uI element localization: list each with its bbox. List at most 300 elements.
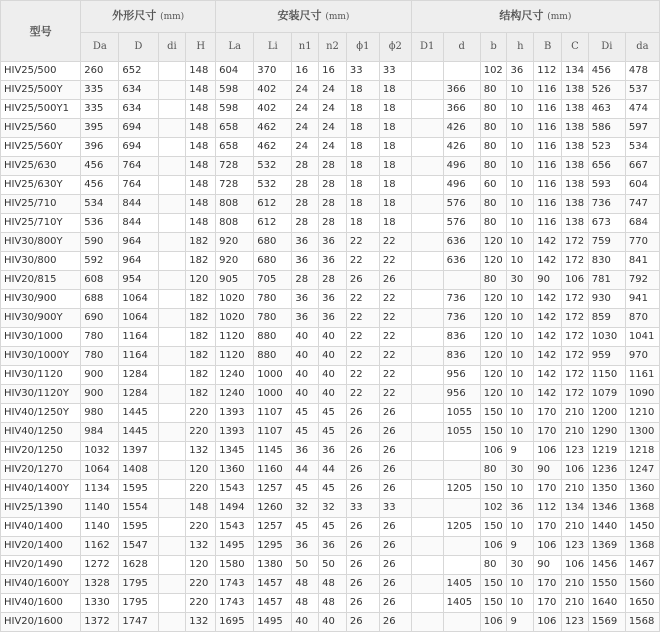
table-cell: 900 xyxy=(81,385,119,404)
table-cell xyxy=(411,461,443,480)
table-cell: 1569 xyxy=(588,613,625,632)
table-row xyxy=(1,613,660,632)
table-cell: 736 xyxy=(588,195,625,214)
table-cell: 830 xyxy=(588,252,625,271)
group-label: 安装尺寸 xyxy=(277,9,322,22)
table-cell: 780 xyxy=(254,290,292,309)
table-cell: 26 xyxy=(346,575,379,594)
table-row xyxy=(1,461,660,480)
table-cell xyxy=(158,290,186,309)
table-cell: 1145 xyxy=(254,442,292,461)
table-cell: 10 xyxy=(507,404,534,423)
model-cell: HIV40/1250 xyxy=(1,423,81,442)
table-cell: 148 xyxy=(186,138,216,157)
table-row xyxy=(1,252,660,271)
table-cell: 26 xyxy=(379,537,411,556)
table-cell xyxy=(158,613,186,632)
table-cell: 48 xyxy=(292,594,319,613)
table-cell: 36 xyxy=(319,537,347,556)
table-cell xyxy=(158,404,186,423)
table-cell: 80 xyxy=(480,119,507,138)
table-cell: 210 xyxy=(562,594,589,613)
table-cell: 138 xyxy=(562,100,589,119)
table-cell: 22 xyxy=(379,328,411,347)
table-cell: 1032 xyxy=(81,442,119,461)
table-cell xyxy=(411,594,443,613)
table-cell: 534 xyxy=(625,138,659,157)
table-cell: 1284 xyxy=(119,385,158,404)
table-cell: 478 xyxy=(625,62,659,81)
model-cell: HIV30/1000Y xyxy=(1,347,81,366)
table-cell: 30 xyxy=(507,461,534,480)
table-row xyxy=(1,214,660,233)
table-cell: 150 xyxy=(480,423,507,442)
table-cell: 112 xyxy=(534,62,562,81)
column-header: D xyxy=(119,33,158,62)
table-cell: 462 xyxy=(254,138,292,157)
table-cell xyxy=(158,100,186,119)
table-cell: 1000 xyxy=(254,385,292,404)
table-cell: 335 xyxy=(81,81,119,100)
table-cell: 474 xyxy=(625,100,659,119)
table-cell: 120 xyxy=(480,347,507,366)
table-cell: 456 xyxy=(81,157,119,176)
table-cell: 28 xyxy=(319,214,347,233)
table-cell xyxy=(158,119,186,138)
table-cell xyxy=(411,366,443,385)
table-cell: 172 xyxy=(562,290,589,309)
table-cell: 16 xyxy=(292,62,319,81)
table-cell xyxy=(411,328,443,347)
table-cell xyxy=(411,309,443,328)
model-cell: HIV40/1400Y xyxy=(1,480,81,499)
table-cell: 26 xyxy=(379,594,411,613)
table-cell: 9 xyxy=(507,442,534,461)
table-cell: 26 xyxy=(346,461,379,480)
table-cell: 808 xyxy=(216,195,254,214)
table-cell: 370 xyxy=(254,62,292,81)
table-cell: 1440 xyxy=(588,518,625,537)
table-cell: 80 xyxy=(480,81,507,100)
table-cell: 402 xyxy=(254,81,292,100)
table-cell: 102 xyxy=(480,499,507,518)
table-cell: 170 xyxy=(534,594,562,613)
table-cell: 36 xyxy=(319,309,347,328)
table-cell: 1330 xyxy=(81,594,119,613)
table-cell: 1210 xyxy=(625,404,659,423)
table-cell: 656 xyxy=(588,157,625,176)
table-cell: 32 xyxy=(319,499,347,518)
table-cell: 48 xyxy=(292,575,319,594)
table-cell: 26 xyxy=(346,556,379,575)
table-cell: 1284 xyxy=(119,366,158,385)
table-cell: 598 xyxy=(216,100,254,119)
table-cell: 106 xyxy=(480,613,507,632)
table-cell: 18 xyxy=(379,195,411,214)
table-cell: 24 xyxy=(319,81,347,100)
table-cell: 33 xyxy=(379,499,411,518)
table-cell: 150 xyxy=(480,480,507,499)
column-header: h xyxy=(507,33,534,62)
table-cell: 1543 xyxy=(216,480,254,499)
table-cell xyxy=(411,423,443,442)
table-cell: 612 xyxy=(254,214,292,233)
table-cell: 106 xyxy=(480,537,507,556)
table-cell: 728 xyxy=(216,176,254,195)
table-cell: 26 xyxy=(379,575,411,594)
table-cell: 172 xyxy=(562,309,589,328)
table-cell: 40 xyxy=(319,347,347,366)
table-cell: 45 xyxy=(319,404,347,423)
table-cell: 142 xyxy=(534,233,562,252)
table-cell: 770 xyxy=(625,233,659,252)
header-group-row xyxy=(1,1,660,33)
table-cell: 48 xyxy=(319,594,347,613)
table-cell: 18 xyxy=(379,119,411,138)
table-cell: 120 xyxy=(186,556,216,575)
table-cell: 1495 xyxy=(216,537,254,556)
table-cell: 172 xyxy=(562,366,589,385)
table-cell: 463 xyxy=(588,100,625,119)
table-cell: 1695 xyxy=(216,613,254,632)
table-cell: 1120 xyxy=(216,328,254,347)
table-row xyxy=(1,271,660,290)
table-cell xyxy=(411,271,443,290)
table-cell: 36 xyxy=(292,252,319,271)
table-cell xyxy=(443,499,480,518)
table-cell: 1257 xyxy=(254,518,292,537)
table-cell: 1064 xyxy=(119,290,158,309)
table-cell: 220 xyxy=(186,575,216,594)
table-cell: 24 xyxy=(292,138,319,157)
table-cell: 45 xyxy=(319,518,347,537)
table-cell: 10 xyxy=(507,138,534,157)
table-cell: 781 xyxy=(588,271,625,290)
table-cell xyxy=(158,480,186,499)
table-cell: 1240 xyxy=(216,366,254,385)
table-row xyxy=(1,575,660,594)
table-cell: 880 xyxy=(254,347,292,366)
table-cell xyxy=(411,214,443,233)
table-cell: 132 xyxy=(186,537,216,556)
table-cell: 1162 xyxy=(81,537,119,556)
table-cell xyxy=(158,328,186,347)
table-cell: 10 xyxy=(507,252,534,271)
table-cell: 532 xyxy=(254,176,292,195)
table-cell: 18 xyxy=(346,100,379,119)
table-cell: 24 xyxy=(319,138,347,157)
table-cell: 24 xyxy=(319,119,347,138)
table-cell: 18 xyxy=(346,176,379,195)
table-cell: 148 xyxy=(186,214,216,233)
table-cell xyxy=(158,499,186,518)
table-cell: 1380 xyxy=(254,556,292,575)
table-cell: 148 xyxy=(186,195,216,214)
table-cell: 920 xyxy=(216,233,254,252)
model-cell: HIV40/1250Y xyxy=(1,404,81,423)
table-cell: 537 xyxy=(625,81,659,100)
table-cell xyxy=(411,252,443,271)
table-cell: 170 xyxy=(534,423,562,442)
table-cell xyxy=(411,290,443,309)
table-cell: 182 xyxy=(186,366,216,385)
table-cell xyxy=(411,556,443,575)
table-cell: 50 xyxy=(292,556,319,575)
table-cell: 26 xyxy=(346,537,379,556)
table-cell: 586 xyxy=(588,119,625,138)
table-cell: 120 xyxy=(186,271,216,290)
group-label: 结构尺寸 xyxy=(499,9,544,22)
table-cell xyxy=(158,442,186,461)
table-row xyxy=(1,62,660,81)
table-cell: 210 xyxy=(562,404,589,423)
table-cell: 138 xyxy=(562,119,589,138)
table-cell: 24 xyxy=(319,100,347,119)
table-cell: 36 xyxy=(292,442,319,461)
table-cell: 1300 xyxy=(625,423,659,442)
table-cell: 18 xyxy=(346,81,379,100)
table-cell: 462 xyxy=(254,119,292,138)
table-cell: 36 xyxy=(319,233,347,252)
table-cell: 532 xyxy=(254,157,292,176)
table-cell: 45 xyxy=(292,480,319,499)
table-cell: 22 xyxy=(346,366,379,385)
model-cell: HIV20/1490 xyxy=(1,556,81,575)
table-cell: 170 xyxy=(534,404,562,423)
table-cell: 116 xyxy=(534,157,562,176)
table-cell: 590 xyxy=(81,233,119,252)
table-cell: 964 xyxy=(119,252,158,271)
table-cell: 33 xyxy=(379,62,411,81)
table-cell: 841 xyxy=(625,252,659,271)
table-cell: 859 xyxy=(588,309,625,328)
table-cell: 138 xyxy=(562,81,589,100)
column-header: n2 xyxy=(319,33,347,62)
table-cell: 10 xyxy=(507,100,534,119)
table-cell: 138 xyxy=(562,195,589,214)
table-cell: 597 xyxy=(625,119,659,138)
table-cell: 836 xyxy=(443,347,480,366)
table-cell: 1368 xyxy=(625,499,659,518)
table-cell: 150 xyxy=(480,518,507,537)
table-cell: 220 xyxy=(186,404,216,423)
table-cell: 10 xyxy=(507,176,534,195)
table-cell: 792 xyxy=(625,271,659,290)
table-cell: 138 xyxy=(562,214,589,233)
table-cell: 636 xyxy=(443,233,480,252)
model-cell: HIV30/900 xyxy=(1,290,81,309)
table-cell: 1650 xyxy=(625,594,659,613)
table-cell: 1360 xyxy=(625,480,659,499)
table-cell: 28 xyxy=(292,214,319,233)
table-cell: 142 xyxy=(534,290,562,309)
table-cell: 688 xyxy=(81,290,119,309)
table-cell: 1450 xyxy=(625,518,659,537)
table-cell: 22 xyxy=(346,233,379,252)
table-cell: 1795 xyxy=(119,575,158,594)
table-cell: 1218 xyxy=(625,442,659,461)
model-column-header: 型号 xyxy=(1,1,81,62)
table-cell xyxy=(158,157,186,176)
table-cell: 116 xyxy=(534,176,562,195)
table-cell xyxy=(411,518,443,537)
table-cell: 426 xyxy=(443,138,480,157)
table-cell xyxy=(158,537,186,556)
table-cell: 1368 xyxy=(625,537,659,556)
model-cell: HIV25/560Y xyxy=(1,138,81,157)
table-cell xyxy=(443,461,480,480)
table-cell: 142 xyxy=(534,347,562,366)
model-cell: HIV30/800 xyxy=(1,252,81,271)
group-header-outline xyxy=(81,1,216,33)
table-cell: 150 xyxy=(480,594,507,613)
model-cell: HIV25/630Y xyxy=(1,176,81,195)
table-cell: 120 xyxy=(480,385,507,404)
table-cell xyxy=(158,309,186,328)
table-cell: 22 xyxy=(379,347,411,366)
table-cell: 1079 xyxy=(588,385,625,404)
table-row xyxy=(1,480,660,499)
table-cell: 220 xyxy=(186,594,216,613)
model-cell: HIV25/1390 xyxy=(1,499,81,518)
table-cell: 764 xyxy=(119,157,158,176)
table-cell: 80 xyxy=(480,100,507,119)
table-cell: 870 xyxy=(625,309,659,328)
table-cell: 50 xyxy=(319,556,347,575)
table-cell: 220 xyxy=(186,518,216,537)
table-cell: 1219 xyxy=(588,442,625,461)
table-cell: 1640 xyxy=(588,594,625,613)
table-cell: 1290 xyxy=(588,423,625,442)
table-row xyxy=(1,176,660,195)
table-cell: 148 xyxy=(186,62,216,81)
table-cell: 36 xyxy=(319,442,347,461)
table-cell: 36 xyxy=(319,290,347,309)
table-cell: 608 xyxy=(81,271,119,290)
table-cell: 170 xyxy=(534,480,562,499)
table-cell: 680 xyxy=(254,233,292,252)
table-cell: 210 xyxy=(562,575,589,594)
table-cell: 90 xyxy=(534,556,562,575)
table-cell: 1543 xyxy=(216,518,254,537)
table-cell: 954 xyxy=(119,271,158,290)
table-cell: 172 xyxy=(562,233,589,252)
table-cell: 120 xyxy=(480,233,507,252)
table-cell: 26 xyxy=(346,594,379,613)
table-cell: 1397 xyxy=(119,442,158,461)
table-cell: 123 xyxy=(562,613,589,632)
column-header: D1 xyxy=(411,33,443,62)
table-cell xyxy=(411,613,443,632)
table-cell: 18 xyxy=(379,81,411,100)
table-cell: 10 xyxy=(507,575,534,594)
table-cell: 396 xyxy=(81,138,119,157)
table-cell xyxy=(411,176,443,195)
model-cell: HIV30/900Y xyxy=(1,309,81,328)
column-header: di xyxy=(158,33,186,62)
table-cell: 652 xyxy=(119,62,158,81)
table-cell: 142 xyxy=(534,385,562,404)
table-cell: 598 xyxy=(216,81,254,100)
table-cell: 1445 xyxy=(119,404,158,423)
table-row xyxy=(1,499,660,518)
table-cell: 182 xyxy=(186,347,216,366)
table-cell xyxy=(443,537,480,556)
table-cell xyxy=(411,62,443,81)
table-cell: 148 xyxy=(186,157,216,176)
table-cell: 1495 xyxy=(254,613,292,632)
table-cell xyxy=(158,347,186,366)
table-cell: 10 xyxy=(507,328,534,347)
table-cell: 335 xyxy=(81,100,119,119)
table-row xyxy=(1,404,660,423)
table-cell: 395 xyxy=(81,119,119,138)
table-cell: 60 xyxy=(480,176,507,195)
table-cell: 170 xyxy=(534,518,562,537)
table-cell xyxy=(158,385,186,404)
table-cell: 36 xyxy=(507,62,534,81)
table-cell: 80 xyxy=(480,271,507,290)
table-cell: 24 xyxy=(292,100,319,119)
table-cell: 106 xyxy=(534,613,562,632)
table-cell: 526 xyxy=(588,81,625,100)
table-cell: 22 xyxy=(379,290,411,309)
table-cell: 1236 xyxy=(588,461,625,480)
table-cell: 1743 xyxy=(216,575,254,594)
table-cell: 148 xyxy=(186,119,216,138)
table-cell: 24 xyxy=(292,119,319,138)
table-cell: 593 xyxy=(588,176,625,195)
table-cell: 592 xyxy=(81,252,119,271)
table-cell: 40 xyxy=(292,385,319,404)
table-cell: 10 xyxy=(507,385,534,404)
table-cell: 930 xyxy=(588,290,625,309)
table-cell: 120 xyxy=(480,252,507,271)
table-row xyxy=(1,442,660,461)
table-cell: 80 xyxy=(480,214,507,233)
table-cell: 260 xyxy=(81,62,119,81)
table-cell: 9 xyxy=(507,613,534,632)
model-cell: HIV40/1400 xyxy=(1,518,81,537)
table-cell xyxy=(158,62,186,81)
table-cell: 634 xyxy=(119,81,158,100)
table-row xyxy=(1,537,660,556)
table-cell: 956 xyxy=(443,385,480,404)
table-cell: 941 xyxy=(625,290,659,309)
table-cell xyxy=(411,195,443,214)
table-cell xyxy=(158,252,186,271)
table-row xyxy=(1,138,660,157)
table-cell: 10 xyxy=(507,290,534,309)
table-body xyxy=(1,62,660,632)
table-header xyxy=(1,1,660,62)
table-cell: 1328 xyxy=(81,575,119,594)
table-cell: 142 xyxy=(534,366,562,385)
table-cell: 1055 xyxy=(443,404,480,423)
table-cell: 40 xyxy=(292,366,319,385)
table-cell: 780 xyxy=(81,328,119,347)
table-cell: 1140 xyxy=(81,518,119,537)
table-cell: 138 xyxy=(562,157,589,176)
table-cell: 18 xyxy=(379,157,411,176)
model-cell: HIV25/560 xyxy=(1,119,81,138)
table-cell: 45 xyxy=(319,423,347,442)
group-unit: (mm) xyxy=(160,12,185,22)
table-cell: 36 xyxy=(292,290,319,309)
model-cell: HIV25/500Y1 xyxy=(1,100,81,119)
table-cell: 684 xyxy=(625,214,659,233)
table-cell: 26 xyxy=(346,518,379,537)
